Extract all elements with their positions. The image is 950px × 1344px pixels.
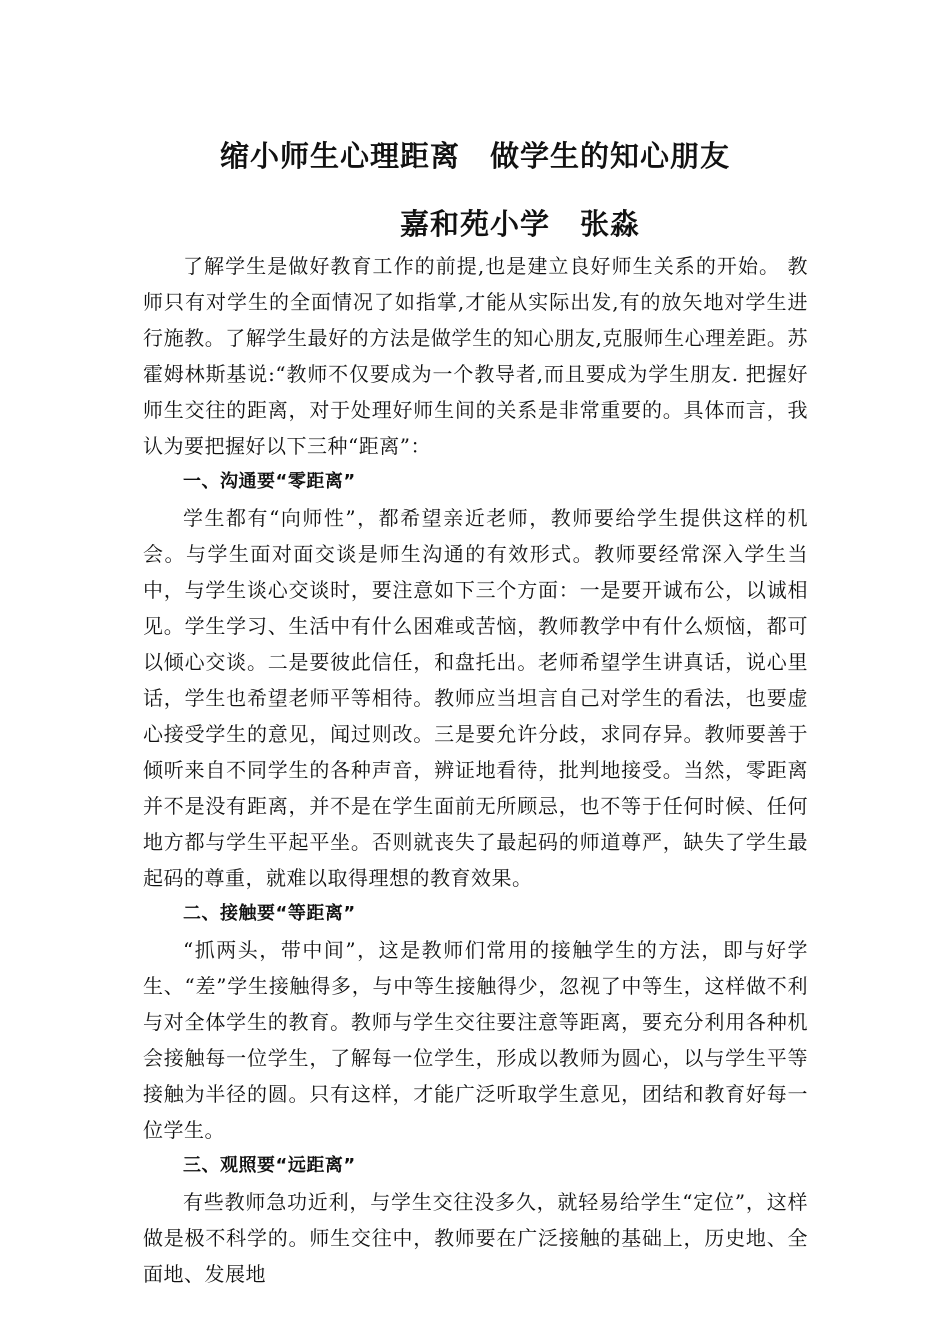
section-1-paragraph: 学生都有“向师性”，都希望亲近老师，教师要给学生提供这样的机会。与学生面对面交谈是师生沟通的有效形式。教师要经常深入学生当中，与学生谈心交谈时，要注意如下三个方面：一是要开诚布公，以诚相见。学生学习、生活中有什么困难或苦恼，教师教学中有什么烦恼，都可以倾心交谈。二是要彼此信任，和盘托出。老师希望学生讲真话，说心里话，学生也希望老师平等相待。教师应当坦言自己对学生的看法，也要虚心接受学生的意见，闻过则改。三是要允许分歧，求同存异。教师要善于倾听来自不同学生的各种声音，辨证地看待，批判地接受。当然，零距离并不是没有距离，并不是在学生面前无所顾忌，也不等于任何时候、任何地方都与学生平起平坐。否则就丧失了最起码的师道尊严，缺失了学生最起码的尊重，就难以取得理想的教育效果。 bbox=[143, 506, 808, 890]
section-2-paragraph: “抓两头，带中间”，这是教师们常用的接触学生的方法，即与好学生、“差”学生接触得多，与中等生接触得少，忽视了中等生，这样做不利与对全体学生的教育。教师与学生交往要注意等距离，要充分利用各种机会接触每一位学生，了解每一位学生，形成以教师为圆心，以与学生平等接触为半径的圆。只有这样，才能广泛听取学生意见，团结和教育好每一位学生。 bbox=[143, 938, 808, 1142]
section-heading-3: 三、观照要“远距离” bbox=[183, 1155, 356, 1176]
section-3-paragraph: 有些教师急功近利，与学生交往没多久，就轻易给学生“定位”，这样做是极不科学的。师生交往中，教师要在广泛接触的基础上，历史地、全面地、发展地 bbox=[143, 1190, 808, 1286]
author-line: 嘉和苑小学 张淼 bbox=[399, 207, 640, 241]
section-heading-1: 一、沟通要“零距离” bbox=[183, 471, 356, 492]
document-body bbox=[143, 248, 808, 1292]
document-title: 缩小师生心理距离 做学生的知心朋友 bbox=[219, 139, 730, 173]
intro-paragraph: 了解学生是做好教育工作的前提,也是建立良好师生关系的开始。 教师只有对学生的全面情况了如指掌,才能从实际出发,有的放矢地对学生进行施教。了解学生最好的方法是做学生的知心朋友,克服师生心理差距。苏霍姆林斯基说:“教师不仅要成为一个教导者,而且要成为学生朋友. 把握好师生交往的距离，对于处理好师生间的关系是非常重要的。具体而言，我认为要把握好以下三种“距离”： bbox=[143, 254, 808, 458]
section-heading-2: 二、接触要“等距离” bbox=[183, 903, 356, 924]
